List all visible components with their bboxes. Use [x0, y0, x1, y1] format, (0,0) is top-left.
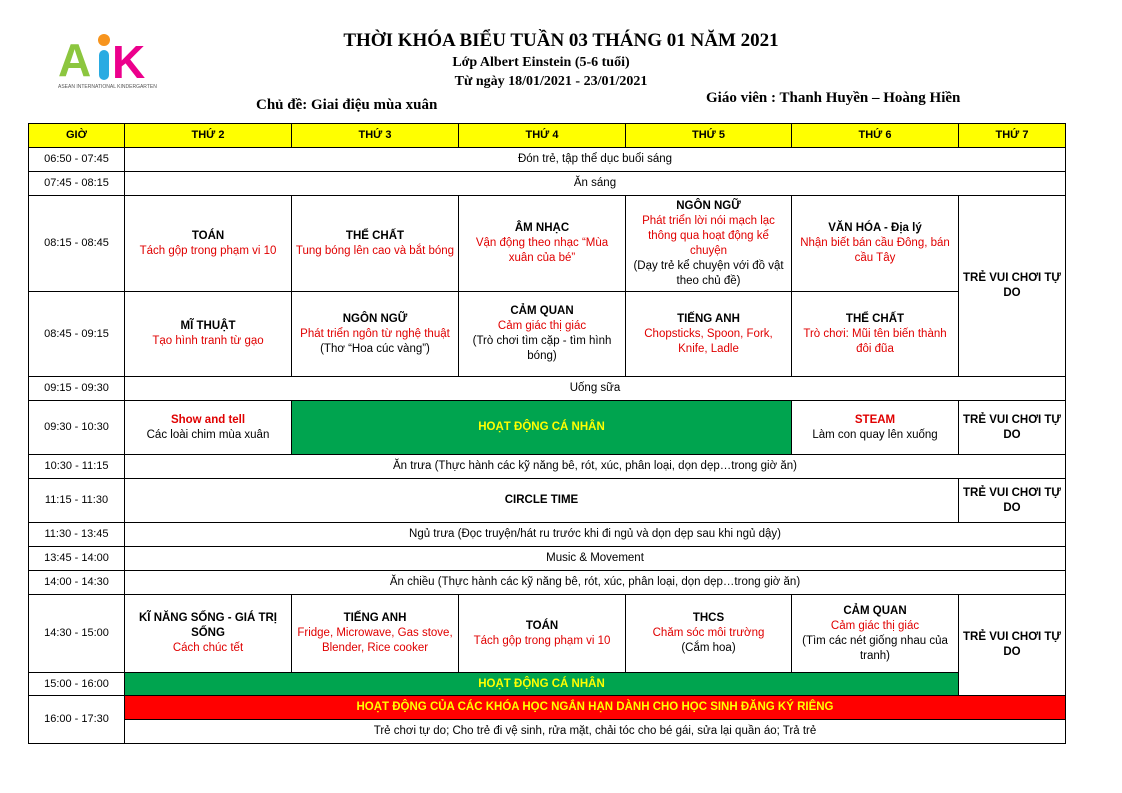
- activity-cell: Show and tell Các loài chim mùa xuân: [125, 401, 292, 455]
- activity-cell: TOÁN Tách gộp trong phạm vi 10: [125, 196, 292, 292]
- full-row-cell: Ăn trưa (Thực hành các kỹ năng bê, rót, xúc, phân loại, dọn dẹp…trong giờ ăn): [125, 455, 1066, 479]
- page-title: THỜI KHÓA BIỂU TUẦN 03 THÁNG 01 NĂM 2021: [343, 30, 779, 51]
- time-cell: 16:00 - 17:30: [29, 696, 125, 744]
- table-row: [29, 523, 1066, 547]
- col-header: GIỜ: [29, 124, 125, 148]
- svg-text:ASEAN INTERNATIONAL KINDERGART: ASEAN INTERNATIONAL KINDERGARTEN: [58, 84, 157, 90]
- activity-cell: THỂ CHẤT Tung bóng lên cao và bắt bóng: [292, 196, 459, 292]
- table-row: [29, 148, 1066, 172]
- topic: Chủ đề: Giai điệu mùa xuân: [256, 97, 438, 113]
- activity-cell: THỂ CHẤT Trò chơi: Mũi tên biến thành đôi đũa: [792, 292, 959, 377]
- full-row-cell: Uống sữa: [125, 377, 1066, 401]
- table-row: [29, 720, 1066, 744]
- table-row: [29, 571, 1066, 595]
- table-row: [29, 696, 1066, 720]
- activity-cell: CẢM QUAN Cảm giác thị giác (Trò chơi tìm cặp - tìm hình bóng): [459, 292, 626, 377]
- time-cell: 10:30 - 11:15: [29, 455, 125, 479]
- free-play-cell: TRẺ VUI CHƠI TỰ DO: [959, 196, 1066, 377]
- activity-cell: STEAM Làm con quay lên xuống: [792, 401, 959, 455]
- time-cell: 09:30 - 10:30: [29, 401, 125, 455]
- activity-cell: THCS Chăm sóc môi trường (Cắm hoa): [626, 595, 792, 673]
- activity-cell: NGÔN NGỮ Phát triển ngôn từ nghệ thuật (Thơ “Hoa cúc vàng”): [292, 292, 459, 377]
- svg-text:K: K: [112, 36, 146, 88]
- activity-cell: TOÁN Tách gộp trong phạm vi 10: [459, 595, 626, 673]
- table-row: [29, 673, 1066, 696]
- activity-cell: VĂN HÓA - Địa lý Nhận biết bán cầu Đông, bán cầu Tây: [792, 196, 959, 292]
- table-row: [29, 377, 1066, 401]
- time-cell: 14:30 - 15:00: [29, 595, 125, 673]
- table-row: [29, 455, 1066, 479]
- individual-activity-cell: HOẠT ĐỘNG CÁ NHÂN: [292, 401, 792, 455]
- full-row-cell: Đón trẻ, tập thể dục buổi sáng: [125, 148, 1066, 172]
- table-row: [29, 196, 1066, 292]
- full-row-cell: Music & Movement: [125, 547, 1066, 571]
- teacher: Giáo viên : Thanh Huyền – Hoàng Hiền: [706, 90, 961, 106]
- activity-cell: TIẾNG ANH Chopsticks, Spoon, Fork, Knife, Ladle: [626, 292, 792, 377]
- short-course-cell: HOẠT ĐỘNG CỦA CÁC KHÓA HỌC NGẮN HẠN DÀNH CHO HỌC SINH ĐĂNG KÝ RIÊNG: [125, 696, 1066, 720]
- time-cell: 06:50 - 07:45: [29, 148, 125, 172]
- free-play-cell: TRẺ VUI CHƠI TỰ DO: [959, 401, 1066, 455]
- time-cell: 09:15 - 09:30: [29, 377, 125, 401]
- timetable: [28, 123, 1066, 744]
- table-row: [29, 547, 1066, 571]
- activity-cell: ÂM NHẠC Vận động theo nhạc “Mùa xuân của bé”: [459, 196, 626, 292]
- free-play-cell: TRẺ VUI CHƠI TỰ DO: [959, 479, 1066, 523]
- col-header: THỨ 3: [292, 124, 459, 148]
- col-header: THỨ 6: [792, 124, 959, 148]
- activity-cell: CẢM QUAN Cảm giác thị giác (Tìm các nét giống nhau của tranh): [792, 595, 959, 673]
- time-cell: 08:45 - 09:15: [29, 292, 125, 377]
- activity-cell: MĨ THUẬT Tạo hình tranh từ gạo: [125, 292, 292, 377]
- date-range: Từ ngày 18/01/2021 - 23/01/2021: [454, 74, 648, 89]
- activity-cell: KĨ NĂNG SỐNG - GIÁ TRỊ SỐNG Cách chúc tết: [125, 595, 292, 673]
- time-cell: 08:15 - 08:45: [29, 196, 125, 292]
- svg-text:A: A: [58, 34, 92, 86]
- col-header: THỨ 7: [959, 124, 1066, 148]
- time-cell: 13:45 - 14:00: [29, 547, 125, 571]
- table-row: [29, 479, 1066, 523]
- class-name: Lớp Albert Einstein (5-6 tuổi): [452, 55, 630, 70]
- circle-time-cell: CIRCLE TIME: [125, 479, 959, 523]
- time-cell: 11:15 - 11:30: [29, 479, 125, 523]
- col-header: THỨ 2: [125, 124, 292, 148]
- time-cell: 14:00 - 14:30: [29, 571, 125, 595]
- header-row: [29, 124, 1066, 148]
- individual-activity-cell: HOẠT ĐỘNG CÁ NHÂN: [125, 673, 959, 696]
- full-row-cell: Ngủ trưa (Đọc truyện/hát ru trước khi đi ngủ và dọn dẹp sau khi ngủ dậy): [125, 523, 1066, 547]
- time-cell: 07:45 - 08:15: [29, 172, 125, 196]
- activity-cell: NGÔN NGỮ Phát triển lời nói mạch lạc thông qua hoạt động kể chuyện (Dạy trẻ kể chuyện với đồ vật theo chủ đề): [626, 196, 792, 292]
- full-row-cell: Ăn chiều (Thực hành các kỹ năng bê, rót, xúc, phân loại, dọn dẹp…trong giờ ăn): [125, 571, 1066, 595]
- activity-cell: TIẾNG ANH Fridge, Microwave, Gas stove, Blender, Rice cooker: [292, 595, 459, 673]
- table-row: [29, 595, 1066, 673]
- table-row: [29, 172, 1066, 196]
- table-row: [29, 292, 1066, 377]
- time-cell: 11:30 - 13:45: [29, 523, 125, 547]
- full-row-cell: Trẻ chơi tự do; Cho trẻ đi vệ sinh, rửa mặt, chải tóc cho bé gái, sửa lại quần áo; Trả trẻ: [125, 720, 1066, 744]
- col-header: THỨ 5: [626, 124, 792, 148]
- full-row-cell: Ăn sáng: [125, 172, 1066, 196]
- col-header: THỨ 4: [459, 124, 626, 148]
- free-play-cell: TRẺ VUI CHƠI TỰ DO: [959, 595, 1066, 696]
- time-cell: 15:00 - 16:00: [29, 673, 125, 696]
- table-row: [29, 401, 1066, 455]
